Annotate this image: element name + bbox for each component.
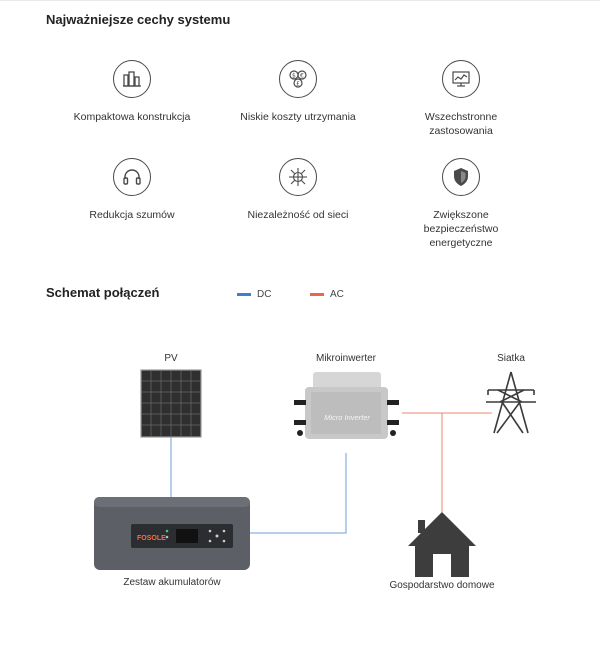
home-label: Gospodarstwo domowe (389, 580, 495, 591)
feature-label: Redukcja szumów (89, 209, 175, 221)
legend-label: AC (330, 289, 344, 300)
features-title: Najważniejsze cechy systemu (46, 12, 231, 27)
inverter-label: Mikroinwerter (315, 353, 376, 364)
pv-label: PV (164, 353, 178, 364)
schema-title: Schemat połączeń (46, 285, 160, 300)
power-pylon-icon (486, 372, 536, 433)
feature-label: Zwiększone bezpieczeństwo energetyczne (423, 209, 499, 249)
dc-line-battery-inverter (250, 453, 346, 533)
feature-label: Niskie koszty utrzymania (240, 111, 356, 123)
battery-unit-icon (94, 497, 250, 570)
home-icon (408, 512, 476, 577)
micro-inverter-icon (294, 372, 399, 439)
svg-text:$: $ (292, 72, 296, 80)
inverter-device-label: Micro Inverter (324, 413, 370, 422)
feature-label: Wszechstronne zastosowania (424, 111, 498, 137)
battery-brand: FOSOLE (137, 535, 166, 542)
battery-label: Zestaw akumulatorów (123, 577, 221, 588)
legend-label: DC (257, 289, 272, 300)
feature-label: Kompaktowa konstrukcja (73, 111, 191, 123)
svg-text:£: £ (296, 80, 300, 88)
svg-text:€: € (300, 72, 304, 80)
pv-panel-icon (141, 370, 201, 437)
grid-label: Siatka (497, 353, 525, 364)
feature-label: Niezależność od sieci (247, 209, 349, 221)
